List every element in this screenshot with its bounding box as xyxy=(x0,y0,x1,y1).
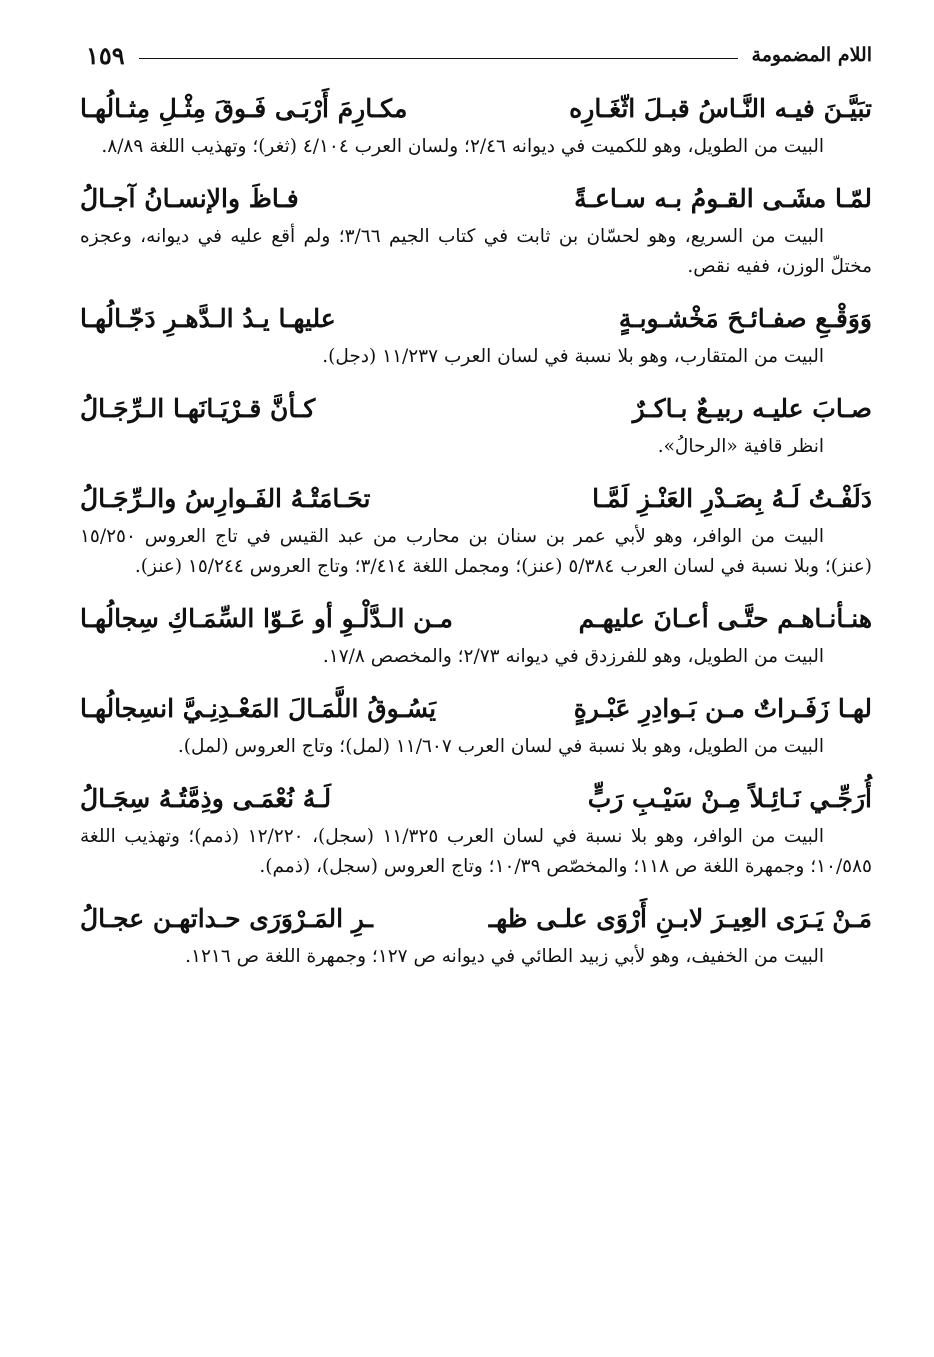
verse-line xyxy=(80,386,872,432)
verse-note: البيت من الوافر، وهو بلا نسبة في لسان العرب ١١/٣٢٥ (سجل)، ١٢/٢٢٠ (ذمم)؛ وتهذيب اللغة ١٠/٥٨٥؛ وجمهرة اللغة ص ١١٨؛ والمخصّص ١٠/٣٩؛ وتاج العروس (سجل)، (ذمم). xyxy=(80,826,872,877)
verse-first-hemistich: صـابَ عليـه ربيـعٌ بـاكـرٌ xyxy=(632,394,872,423)
entry xyxy=(80,686,872,762)
verse-note: البيت من الطويل، وهو للكميت في ديوانه ٢/٤٦؛ ولسان العرب ٤/١٠٤ (ثغر)؛ وتهذيب اللغة ٨/٨٩. xyxy=(101,136,824,157)
verse-second-hemistich: مكـارِمَ أَرْبَـى فَـوقَ مِثْـلِ مِثـالُهـا xyxy=(80,94,408,123)
entry xyxy=(80,476,872,582)
page-number: ١٥٩ xyxy=(86,40,125,70)
verse-note: البيت من المتقارب، وهو بلا نسبة في لسان العرب ١١/٢٣٧ (دجل). xyxy=(322,346,824,367)
verse-second-hemistich: كـأنَّ قـرْيَـانَهـا الـرِّجَـالُ xyxy=(80,394,316,423)
verse-second-hemistich: تحَـامَتْـهُ الفَـوارِسُ والـرِّجَـالُ xyxy=(80,484,371,513)
verse-second-hemistich: فـاظَ والإنسـانُ آجـالُ xyxy=(80,184,299,213)
verse-note: البيت من السريع، وهو لحسّان بن ثابت في كتاب الجيم ٣/٦٦؛ ولم أقع عليه في ديوانه، وعجزه مختلّ الوزن، ففيه نقص. xyxy=(80,226,872,277)
verse-second-hemistich: مـن الـدَّلْـوِ أو عَـوّا السِّمَـاكِ سِجالُهـا xyxy=(80,604,453,633)
verse-first-hemistich: أُرَجِّـي نَـائِـلاً مِـنْ سَيْـبِ رَبٍّ xyxy=(587,784,872,813)
verse-first-hemistich: تبَيَّـنَ فيـه النَّـاسُ قبـلَ اثّغَـارِه xyxy=(569,94,872,123)
verse-line xyxy=(80,176,872,222)
verse-second-hemistich: لَـهُ نُعْمَـى وذِمَّتُـهُ سِجَـالُ xyxy=(80,784,332,813)
verse-first-hemistich: مَـنْ يَـرَى العِيـرَ لابـنِ أَرْوَى علـى ظهـ xyxy=(488,904,872,933)
entry xyxy=(80,896,872,972)
entry xyxy=(80,776,872,882)
verse-second-hemistich: يَسُـوقُ اللَّمَـالَ المَعْـدِنِـيَّ انسِجالُهـا xyxy=(80,694,437,723)
running-header xyxy=(86,34,872,76)
section-title: اللام المضمومة xyxy=(751,44,872,66)
verse-first-hemistich: وَوَقْـعِ صفـائـحَ مَخْشـوبـةٍ xyxy=(618,304,872,333)
entry xyxy=(80,176,872,282)
entry xyxy=(80,386,872,462)
verse-note: البيت من الخفيف، وهو لأبي زبيد الطائي في ديوانه ص ١٢٧؛ وجمهرة اللغة ص ١٢١٦. xyxy=(185,946,824,967)
verse-line xyxy=(80,476,872,522)
verse-first-hemistich: هنـأنـاهـم حتَّـى أعـانَ عليهـم xyxy=(578,604,872,633)
verse-note: انظر قافية «الرحالُ». xyxy=(657,436,824,457)
entries-list xyxy=(80,86,872,986)
verse-note: البيت من الطويل، وهو بلا نسبة في لسان العرب ١١/٦٠٧ (لمل)؛ وتاج العروس (لمل). xyxy=(177,736,824,757)
verse-first-hemistich: لمّـا مشَـى القـومُ بـه سـاعـةً xyxy=(574,184,872,213)
verse-line xyxy=(80,776,872,822)
entry xyxy=(80,86,872,162)
verse-note: البيت من الوافر، وهو لأبي عمر بن سنان بن محارب من عبد القيس في تاج العروس ١٥/٢٥٠ (عنز)؛ وبلا نسبة في لسان العرب ٥/٣٨٤ (عنز)؛ ومجمل اللغة ٣/٤١٤؛ وتاج العروس ١٥/٢٤٤ (عنز). xyxy=(80,526,872,577)
verse-line xyxy=(80,296,872,342)
verse-first-hemistich: دَلَفْـتُ لَـهُ بِصَـدْرِ العَنْـزِ لَمَّـا xyxy=(592,484,872,513)
verse-line xyxy=(80,686,872,732)
verse-line xyxy=(80,596,872,642)
entry xyxy=(80,296,872,372)
verse-line xyxy=(80,86,872,132)
verse-second-hemistich: عليهـا يـدُ الـدَّهـرِ دَجّـالُهـا xyxy=(80,304,336,333)
verse-note: البيت من الطويل، وهو للفرزدق في ديوانه ٢/٧٣؛ والمخصص ١٧/٨. xyxy=(322,646,824,667)
verse-line xyxy=(80,896,872,942)
header-rule xyxy=(139,58,738,59)
entry xyxy=(80,596,872,672)
verse-first-hemistich: لهـا زَفَـراتٌ مـن بَـوادِرِ عَبْـرةٍ xyxy=(573,694,872,723)
verse-second-hemistich: ـرِ المَـرْوَرَى حـداتهـن عجـالُ xyxy=(80,904,373,933)
